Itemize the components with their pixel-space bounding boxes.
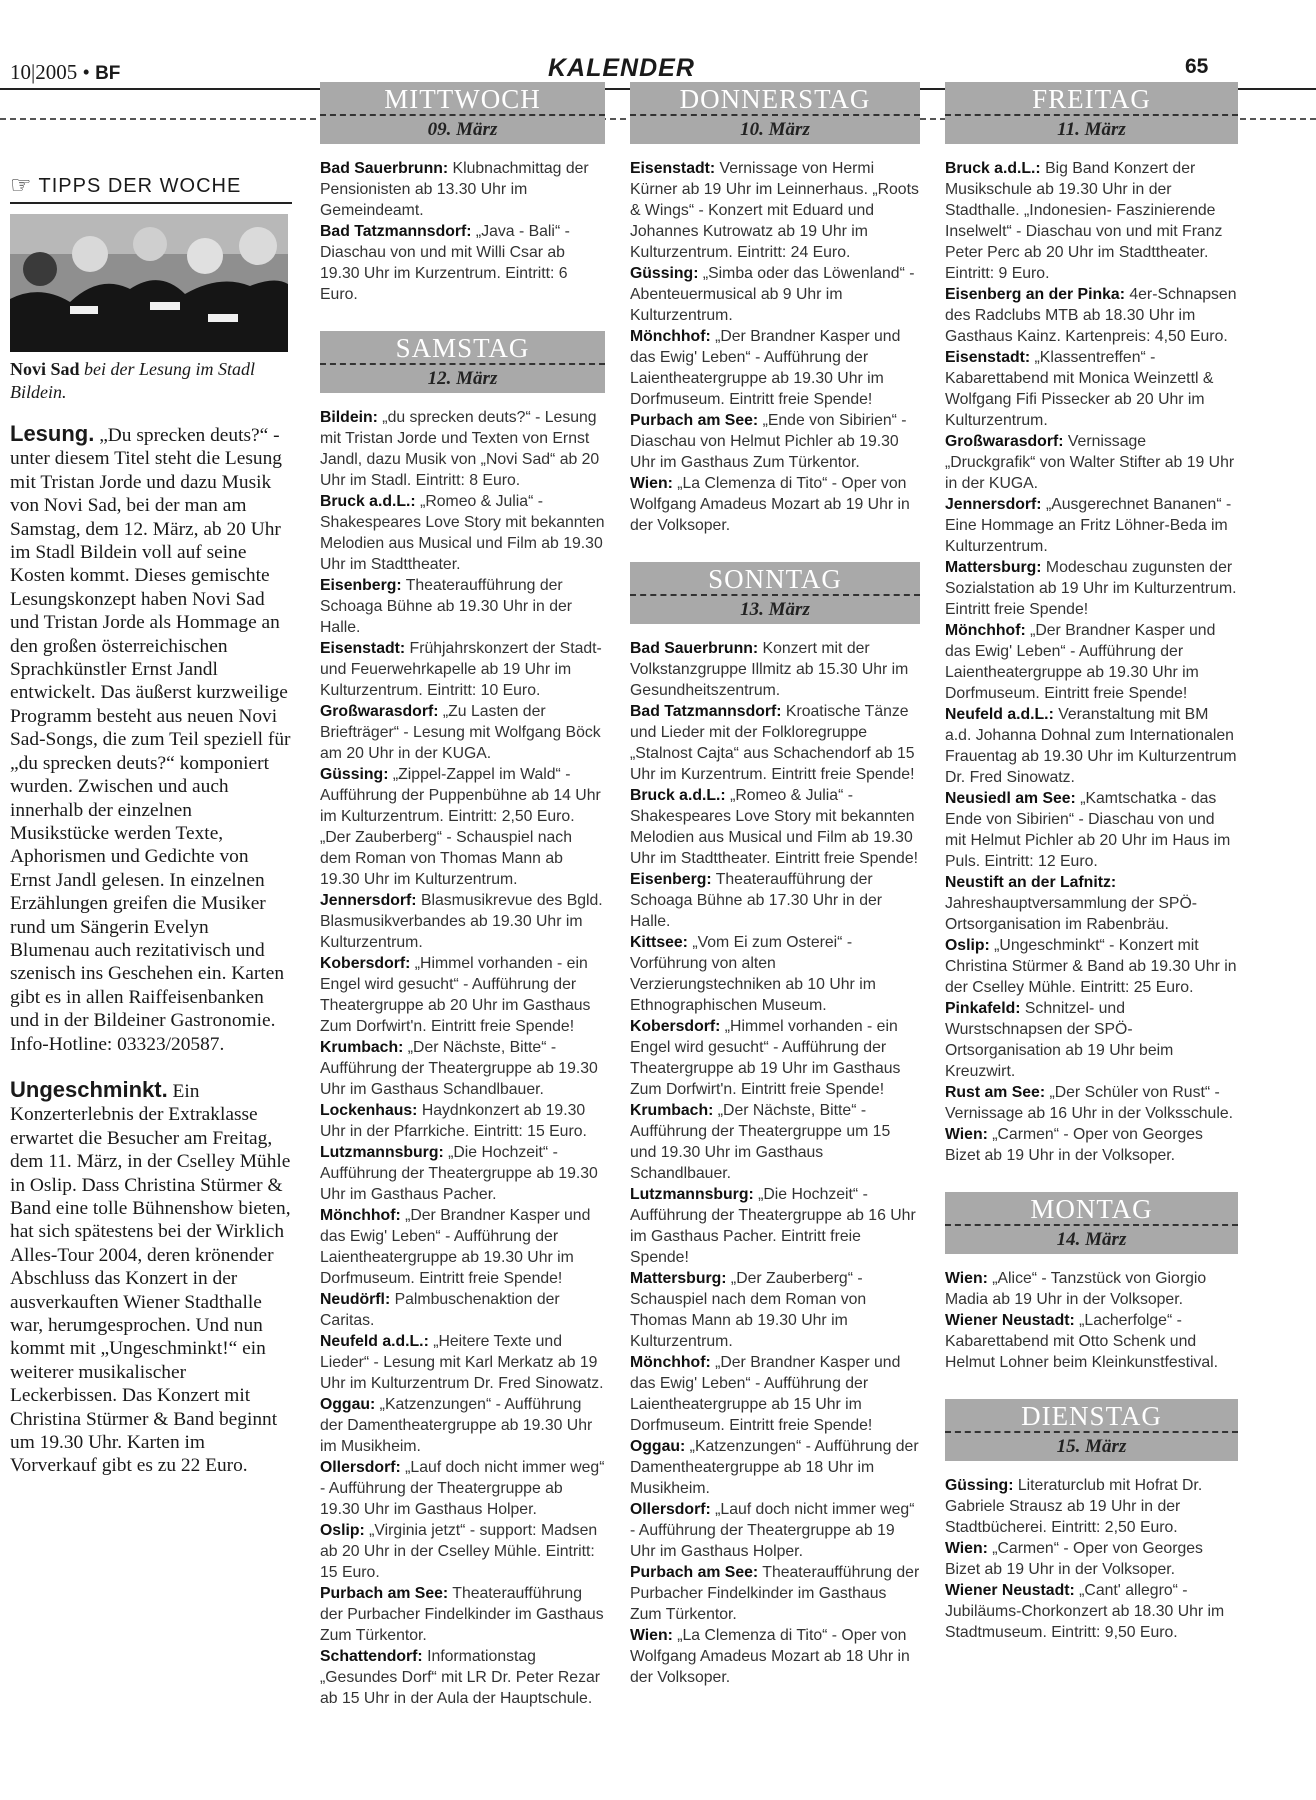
event-entry xyxy=(945,347,1238,431)
event-text: „Kamtschatka - das Ende von Sibirien“ - Diaschau von und mit Helmut Pichler ab 20 Uhr im Haus im Puls. Eintritt: 12 Euro. xyxy=(945,790,1231,870)
calendar-column-2 xyxy=(320,80,605,1735)
event-place: Güssing: xyxy=(320,766,389,783)
event-entry xyxy=(320,1457,605,1520)
event-place: Güssing: xyxy=(945,1477,1014,1494)
event-text: Modeschau zugunsten der Sozialstation ab 19 Uhr im Kulturzentrum. Eintritt freie Spende! xyxy=(945,559,1237,618)
day-name: DIENSTAG xyxy=(1021,1401,1162,1431)
magazine-name: BF xyxy=(95,63,121,84)
event-text: „Cant' allegro“ - Jubiläums-Chorkonzert ab 18.30 Uhr im Stadtmuseum. Eintritt: 9,50 Euro. xyxy=(945,1582,1225,1641)
day-header-mittwoch xyxy=(320,82,605,144)
event-entry xyxy=(320,890,605,953)
event-text: Theateraufführung der Purbacher Findelkinder im Gasthaus Zum Türkentor. xyxy=(320,1585,604,1644)
event-text: „Romeo & Julia“ - Shakespeares Love Story mit bekannten Melodien aus Musical und Film ab 19.30 Uhr im Stadttheater. xyxy=(320,493,605,573)
event-place: Güssing: xyxy=(630,265,699,282)
event-text: „Der Nächste, Bitte“ - Aufführung der Theatergruppe ab 19.30 Uhr im Gasthaus Schandlbauer. xyxy=(320,1039,598,1098)
day-date: 11. März xyxy=(945,114,1238,141)
event-entry xyxy=(945,935,1238,998)
event-place: Neufeld a.d.L.: xyxy=(945,706,1054,723)
event-text: Theateraufführung der Schoaga Bühne ab 19.30 Uhr in der Halle. xyxy=(320,577,573,636)
day-name: SONNTAG xyxy=(708,564,842,594)
event-text: „Zu Lasten der Briefträger“ - Lesung mit Wolfgang Böck am 20 Uhr in der KUGA. xyxy=(320,703,601,762)
photo-caption xyxy=(10,358,292,404)
event-entry xyxy=(945,788,1238,872)
day-name: FREITAG xyxy=(1032,84,1151,114)
event-text: Haydnkonzert ab 19.30 Uhr in der Pfarrkiche. Eintritt: 15 Euro. xyxy=(320,1102,587,1140)
event-text: „Java - Bali“ - Diaschau von und mit Willi Csar ab 19.30 Uhr im Kurzentrum. Eintritt: 6 Euro. xyxy=(320,223,570,303)
event-entry xyxy=(630,638,920,701)
event-entry xyxy=(630,701,920,785)
event-text: „Die Hochzeit“ - Aufführung der Theatergruppe ab 19.30 Uhr im Gasthaus Pacher. xyxy=(320,1144,598,1203)
event-text: 4er-Schnapsen des Radclubs MTB ab 18.30 Uhr im Gasthaus Kainz. Kartenpreis: 4,50 Euro. xyxy=(945,286,1237,345)
event-entry xyxy=(630,1499,920,1562)
event-text: „Simba oder das Löwenland“ - Abenteuermusical ab 9 Uhr im Kulturzentrum. xyxy=(630,265,915,324)
event-text: „Himmel vorhanden - ein Engel wird gesucht“ - Aufführung der Theatergruppe ab 19 Uhr im Gasthaus Zum Dorfwirt'n. Eintritt freie Spende! xyxy=(630,1018,901,1098)
day-block xyxy=(945,1192,1238,1373)
event-entry xyxy=(945,1475,1238,1538)
event-entry xyxy=(630,1352,920,1436)
article-body: Ein Konzerterlebnis der Extraklasse erwartet die Besucher am Freitag, dem 11. März, in der Cselley Mühle in Oslip. Dass Christina Stürmer & Band eine tolle Bühnenshow bieten, hat sich spätestens bei der Wirklich Alles-Tour 2004, deren krönender Abschluss das Konzert in der ausverkauften Wiener Stadthalle war, herumgesprochen. Und nun kommt mit „Ungeschminkt!“ ein weiterer musikalischer Leckerbissen. Das Konzert mit Christina Stürmer & Band beginnt um 19.30 Uhr. Karten im Vorverkauf gibt es zu 22 Euro. xyxy=(10,1080,291,1477)
day-block xyxy=(630,562,920,1688)
event-text: Klubnachmittag der Pensionisten ab 13.30 Uhr im Gemeindeamt. xyxy=(320,160,589,219)
day-date: 10. März xyxy=(630,114,920,141)
day-date: 12. März xyxy=(320,363,605,390)
event-entry xyxy=(320,1100,605,1142)
event-entry xyxy=(945,284,1238,347)
day-header-donnerstag xyxy=(630,82,920,144)
event-entry xyxy=(630,1016,920,1100)
day-date: 14. März xyxy=(945,1224,1238,1251)
caption-text: bei der Lesung im Stadl Bildein. xyxy=(10,359,256,402)
event-place: Jennersdorf: xyxy=(320,892,417,909)
event-place: Eisenberg: xyxy=(320,577,402,594)
event-place: Lutzmannsburg: xyxy=(320,1144,444,1161)
event-place: Ollersdorf: xyxy=(320,1459,401,1476)
event-place: Rust am See: xyxy=(945,1084,1046,1101)
event-place: Jennersdorf: xyxy=(945,496,1042,513)
day-block xyxy=(320,331,605,1709)
event-entry xyxy=(320,638,605,701)
event-entry xyxy=(945,1310,1238,1373)
event-place: Lutzmannsburg: xyxy=(630,1186,754,1203)
event-text: „Der Schüler von Rust“ - Vernissage ab 16 Uhr in der Volksschule. xyxy=(945,1084,1234,1122)
event-place: Bruck a.d.L.: xyxy=(630,787,726,804)
event-text: Blasmusikrevue des Bgld. Blasmusikverbandes ab 19.30 Uhr im Kulturzentrum. xyxy=(320,892,603,951)
tips-heading-text: TIPPS DER WOCHE xyxy=(38,174,242,197)
day-block xyxy=(945,82,1238,1166)
event-place: Bad Sauerbrunn: xyxy=(630,640,759,657)
event-place: Mattersburg: xyxy=(630,1270,727,1287)
day-header-sonntag xyxy=(630,562,920,624)
event-entry xyxy=(630,1100,920,1184)
event-place: Mönchhof: xyxy=(630,328,711,345)
event-text: Vernissage von Hermi Kürner ab 19 Uhr im Leinnerhaus. „Roots & Wings“ - Konzert mit Eduard und Johannes Kutrowatz ab 19 Uhr im Kulturzentrum. Eintritt: 24 Euro. xyxy=(630,160,919,261)
event-place: Bruck a.d.L.: xyxy=(945,160,1041,177)
event-place: Oslip: xyxy=(320,1522,365,1539)
event-text: „Der Nächste, Bitte“ - Aufführung der Theatergruppe um 15 und 19.30 Uhr im Gasthaus Schandlbauer. xyxy=(630,1102,891,1182)
event-text: Big Band Konzert der Musikschule ab 19.30 Uhr in der Stadthalle. „Indonesien- Faszinierende Inselwelt“ - Diaschau von und mit Franz Peter Perc ab 20 Uhr im Stadttheater. Eintritt: 9 Euro. xyxy=(945,160,1223,282)
event-text: „Alice“ - Tanzstück von Giorgio Madia ab 19 Uhr in der Volksoper. xyxy=(945,1270,1207,1308)
event-place: Bildein: xyxy=(320,409,378,426)
event-entry xyxy=(630,785,920,869)
event-place: Mönchhof: xyxy=(945,622,1026,639)
event-text: Schnitzel- und Wurstschnapsen der SPÖ-Ortsorganisation ab 19 Uhr beim Kreuzwirt. xyxy=(945,1000,1174,1080)
event-entry xyxy=(945,557,1238,620)
event-place: Eisenberg: xyxy=(630,871,712,888)
event-text: „Der Brandner Kasper und das Ewig' Leben“ - Aufführung der Laientheatergruppe ab 19.30 Uhr im Dorfmuseum. Eintritt freie Spende! xyxy=(320,1207,591,1287)
event-entry xyxy=(945,1538,1238,1580)
event-place: Mönchhof: xyxy=(320,1207,401,1224)
event-place: Mattersburg: xyxy=(945,559,1042,576)
event-entry xyxy=(630,1562,920,1625)
event-place: Wien: xyxy=(630,475,673,492)
day-date: 13. März xyxy=(630,594,920,621)
event-place: Wien: xyxy=(945,1540,988,1557)
event-entry xyxy=(320,1142,605,1205)
calendar-column-3 xyxy=(630,80,920,1714)
event-place: Kobersdorf: xyxy=(320,955,411,972)
article-lesung xyxy=(10,422,292,1056)
event-place: Neustift an der Lafnitz: xyxy=(945,874,1117,891)
event-place: Oggau: xyxy=(320,1396,376,1413)
issue-label xyxy=(10,60,120,85)
event-place: Bad Sauerbrunn: xyxy=(320,160,449,177)
event-place: Neufeld a.d.L.: xyxy=(320,1333,429,1350)
day-header-samstag xyxy=(320,331,605,393)
event-entry xyxy=(320,1394,605,1457)
event-entry xyxy=(945,1082,1238,1124)
event-text: „Virginia jetzt“ - support: Madsen ab 20 Uhr in der Cselley Mühle. Eintritt: 15 Euro. xyxy=(320,1522,598,1581)
event-place: Wiener Neustadt: xyxy=(945,1312,1075,1329)
tips-heading xyxy=(10,174,292,204)
event-text: „Ungeschminkt“ - Konzert mit Christina Stürmer & Band ab 19.30 Uhr in der Cselley Mühle. Eintritt: 25 Euro. xyxy=(945,937,1237,996)
event-entry xyxy=(630,1436,920,1499)
event-text: „Zippel-Zappel im Wald“ - Aufführung der Puppenbühne ab 14 Uhr im Kulturzentrum. Eintritt: 2,50 Euro. „Der Zauberberg“ - Schauspiel nach dem Roman von Thomas Mann ab 19.30 Uhr im Kulturzentrum. xyxy=(320,766,601,888)
event-place: Bad Tatzmannsdorf: xyxy=(320,223,472,240)
event-place: Purbach am See: xyxy=(630,1564,759,1581)
event-text: „La Clemenza di Tito“ - Oper von Wolfgang Amadeus Mozart ab 19 Uhr in der Volksoper. xyxy=(630,475,910,534)
event-text: „Der Brandner Kasper und das Ewig' Leben“ - Aufführung der Laientheatergruppe ab 15 Uhr im Dorfmuseum. Eintritt freie Spende! xyxy=(630,1354,901,1434)
day-block xyxy=(630,82,920,536)
event-place: Wien: xyxy=(945,1126,988,1143)
event-text: „Ausgerechnet Bananen“ - Eine Hommage an Fritz Löhner-Beda im Kulturzentrum. xyxy=(945,496,1232,555)
event-entry xyxy=(320,158,605,221)
event-entry xyxy=(630,158,920,263)
event-text: „Die Hochzeit“ - Aufführung der Theatergruppe ab 16 Uhr im Gasthaus Pacher. Eintritt freie Spende! xyxy=(630,1186,916,1266)
day-name: SAMSTAG xyxy=(395,333,530,363)
event-entry xyxy=(320,1331,605,1394)
event-entry xyxy=(630,1268,920,1352)
event-text: „Lauf doch nicht immer weg“ - Aufführung der Theatergruppe ab 19 Uhr im Gasthaus Holper. xyxy=(630,1501,915,1560)
event-text: „Der Brandner Kasper und das Ewig' Leben“ - Aufführung der Laientheatergruppe ab 19.30 Uhr im Dorfmuseum. Eintritt freie Spende! xyxy=(630,328,901,408)
event-entry xyxy=(945,158,1238,284)
event-text: „Lauf doch nicht immer weg“ - Aufführung der Theatergruppe ab 19.30 Uhr im Gasthaus Holper. xyxy=(320,1459,605,1518)
event-entry xyxy=(320,1037,605,1100)
event-place: Ollersdorf: xyxy=(630,1501,711,1518)
event-text: Frühjahrskonzert der Stadt- und Feuerwehrkapelle ab 19 Uhr im Kulturzentrum. Eintritt: 10 Euro. xyxy=(320,640,602,699)
event-text: Literaturclub mit Hofrat Dr. Gabriele Strausz ab 19 Uhr in der Stadtbücherei. Eintritt: 2,50 Euro. xyxy=(945,1477,1203,1536)
event-entry xyxy=(945,431,1238,494)
tips-column xyxy=(10,160,292,1478)
event-place: Wiener Neustadt: xyxy=(945,1582,1075,1599)
event-place: Lockenhaus: xyxy=(320,1102,418,1119)
day-header-dienstag xyxy=(945,1399,1238,1461)
event-entry xyxy=(630,869,920,932)
event-entry xyxy=(320,764,605,890)
event-text: Informationstag „Gesundes Dorf“ mit LR Dr. Peter Rezar ab 15 Uhr in der Aula der Hauptschule. xyxy=(320,1648,601,1707)
caption-name: Novi Sad xyxy=(10,359,80,379)
event-entry xyxy=(630,473,920,536)
event-text: Palmbuschenaktion der Caritas. xyxy=(320,1291,560,1329)
event-text: Theateraufführung der Purbacher Findelkinder im Gasthaus Zum Türkentor. xyxy=(630,1564,920,1623)
event-entry xyxy=(320,221,605,305)
event-place: Eisenstadt: xyxy=(630,160,716,177)
event-entry xyxy=(630,263,920,326)
event-entry xyxy=(630,410,920,473)
event-place: Kobersdorf: xyxy=(630,1018,721,1035)
event-place: Großwarasdorf: xyxy=(945,433,1064,450)
event-text: „Carmen“ - Oper von Georges Bizet ab 19 Uhr in der Volksoper. xyxy=(945,1540,1203,1578)
pointing-hand-icon: ☞ xyxy=(10,172,33,199)
event-place: Schattendorf: xyxy=(320,1648,423,1665)
event-text: „Katzenzungen“ - Aufführung der Damentheatergruppe ab 18 Uhr im Musikheim. xyxy=(630,1438,919,1497)
event-text: Konzert mit der Volkstanzgruppe Illmitz ab 15.30 Uhr im Gesundheitszentrum. xyxy=(630,640,909,699)
section-title: KALENDER xyxy=(548,54,695,82)
event-entry xyxy=(630,326,920,410)
event-text: „Romeo & Julia“ - Shakespeares Love Story mit bekannten Melodien aus Musical und Film ab 19.30 Uhr im Stadttheater. Eintritt freie Spende! xyxy=(630,787,918,867)
event-entry xyxy=(320,575,605,638)
event-place: Bad Tatzmannsdorf: xyxy=(630,703,782,720)
event-text: „du sprecken deuts?“ - Lesung mit Tristan Jorde und Texten von Ernst Jandl, dazu Musik von „Novi Sad“ ab 20 Uhr im Stadl. Eintritt: 8 Euro. xyxy=(320,409,600,489)
event-place: Wien: xyxy=(630,1627,673,1644)
day-date: 15. März xyxy=(945,1431,1238,1458)
event-place: Bruck a.d.L.: xyxy=(320,493,416,510)
band-photo-image xyxy=(10,214,288,352)
event-entry xyxy=(945,998,1238,1082)
event-place: Purbach am See: xyxy=(630,412,759,429)
event-entry xyxy=(630,932,920,1016)
event-entry xyxy=(945,620,1238,704)
event-text: „Katzenzungen“ - Aufführung der Damentheatergruppe ab 19.30 Uhr im Musikheim. xyxy=(320,1396,593,1455)
event-text: Jahreshauptversammlung der SPÖ-Ortsorganisation im Rabenbräu. xyxy=(945,895,1197,933)
event-place: Oggau: xyxy=(630,1438,686,1455)
event-place: Eisenstadt: xyxy=(320,640,406,657)
article-body: „Du sprecken deuts?“ - unter diesem Titel steht die Lesung mit Tristan Jorde und dazu Musik von Novi Sad, bei der man am Samstag, dem 12. März, ab 20 Uhr im Stadl Bildein voll auf seine Kosten kommt. Dieses gemischte Lesungskonzept haben Novi Sad und Tristan Jorde als Hommage an den großen österreichischen Sprachkünstler Ernst Jandl entwickelt. Das äußerst kurzweilige Programm besteht aus neuen Novi Sad-Songs, die zum Teil speziell für „du sprecken deuts?“ komponiert wurden. Zwischen und auch innerhalb der einzelnen Musikstücke werden Texte, Aphorismen und Gedichte von Ernst Jandl gelesen. In einzelnen Erzählungen greifen die Musiker rund um Sängerin Evelyn Blumenau auch rezitativisch und szenisch ins Geschehen ein. Karten gibt es in allen Raiffeisenbanken und in der Bildeiner Gastronomie. Info-Hotline: 03323/20587. xyxy=(10,425,291,1055)
event-place: Oslip: xyxy=(945,937,990,954)
event-entry xyxy=(630,1184,920,1268)
event-entry xyxy=(320,1289,605,1331)
calendar-column-4 xyxy=(945,80,1238,1669)
event-text: Vernissage „Druckgrafik“ von Walter Stifter ab 19 Uhr in der KUGA. xyxy=(945,433,1235,492)
event-entry xyxy=(945,1580,1238,1643)
article-lead: Lesung. xyxy=(10,421,95,446)
event-text: „Himmel vorhanden - ein Engel wird gesucht“ - Aufführung der Theatergruppe ab 20 Uhr im Gasthaus Zum Dorfwirt'n. Eintritt freie Spende! xyxy=(320,955,591,1035)
event-text: „Der Brandner Kasper und das Ewig' Leben“ - Aufführung der Laientheatergruppe ab 19.30 Uhr im Dorfmuseum. Eintritt freie Spende! xyxy=(945,622,1216,702)
event-entry xyxy=(320,407,605,491)
event-text: „La Clemenza di Tito“ - Oper von Wolfgang Amadeus Mozart ab 18 Uhr in der Volksoper. xyxy=(630,1627,910,1686)
page-number: 65 xyxy=(1185,55,1209,78)
event-entry xyxy=(320,491,605,575)
event-entry xyxy=(945,704,1238,788)
event-entry xyxy=(320,1646,605,1709)
event-place: Purbach am See: xyxy=(320,1585,449,1602)
event-text: „Vom Ei zum Osterei“ - Vorführung von alten Verzierungstechniken ab 10 Uhr im Ethnographischen Museum. xyxy=(630,934,876,1014)
event-place: Großwarasdorf: xyxy=(320,703,439,720)
article-lead: Ungeschminkt. xyxy=(10,1076,168,1102)
event-entry xyxy=(945,1124,1238,1166)
event-entry xyxy=(320,1205,605,1289)
event-place: Krumbach: xyxy=(320,1039,404,1056)
event-text: „Heitere Texte und Lieder“ - Lesung mit Karl Merkatz ab 19 Uhr im Kulturzentrum Dr. Fred Sinowatz. xyxy=(320,1333,604,1392)
article-ungeschminkt xyxy=(10,1078,292,1478)
event-place: Mönchhof: xyxy=(630,1354,711,1371)
band-photo xyxy=(10,214,288,352)
event-entry xyxy=(945,1268,1238,1310)
event-text: „Klassentreffen“ - Kabarettabend mit Monica Weinzettl & Wolfgang Fifi Pissecker ab 20 Uhr im Kulturzentrum. xyxy=(945,349,1214,429)
event-text: „Lacherfolge“ - Kabarettabend mit Otto Schenk und Helmut Lohner beim Kleinkunstfestival. xyxy=(945,1312,1219,1371)
day-block xyxy=(320,82,605,305)
event-place: Wien: xyxy=(945,1270,988,1287)
event-entry xyxy=(320,701,605,764)
event-place: Eisenberg an der Pinka: xyxy=(945,286,1125,303)
day-name: DONNERSTAG xyxy=(679,84,871,114)
event-entry xyxy=(320,953,605,1037)
day-name: MITTWOCH xyxy=(384,84,541,114)
event-text: „Ende von Sibirien“ - Diaschau von Helmut Pichler ab 19.30 Uhr im Gasthaus Zum Türkentor. xyxy=(630,412,907,471)
day-header-freitag xyxy=(945,82,1238,144)
event-place: Neudörfl: xyxy=(320,1291,391,1308)
day-header-montag xyxy=(945,1192,1238,1254)
event-text: Kroatische Tänze und Lieder mit der Folkloregruppe „Stalnost Cajta“ aus Schachendorf ab 15 Uhr im Kurzentrum. Eintritt freie Spende! xyxy=(630,703,915,783)
event-entry xyxy=(945,494,1238,557)
event-entry xyxy=(320,1520,605,1583)
day-name: MONTAG xyxy=(1030,1194,1153,1224)
event-place: Pinkafeld: xyxy=(945,1000,1021,1017)
event-place: Eisenstadt: xyxy=(945,349,1031,366)
event-text: „Der Zauberberg“ - Schauspiel nach dem Roman von Thomas Mann ab 19.30 Uhr im Kulturzentrum. xyxy=(630,1270,867,1350)
event-place: Neusiedl am See: xyxy=(945,790,1076,807)
event-entry xyxy=(945,872,1238,935)
issue-number: 10|2005 • xyxy=(10,60,90,84)
event-text: Veranstaltung mit BM a.d. Johanna Dohnal zum Internationalen Frauentag ab 19.30 Uhr im Kulturzentrum Dr. Fred Sinowatz. xyxy=(945,706,1237,786)
event-place: Krumbach: xyxy=(630,1102,714,1119)
event-place: Kittsee: xyxy=(630,934,688,951)
event-entry xyxy=(320,1583,605,1646)
event-text: „Carmen“ - Oper von Georges Bizet ab 19 Uhr in der Volksoper. xyxy=(945,1126,1203,1164)
event-entry xyxy=(630,1625,920,1688)
day-date: 09. März xyxy=(320,114,605,141)
day-block xyxy=(945,1399,1238,1643)
event-text: Theateraufführung der Schoaga Bühne ab 17.30 Uhr in der Halle. xyxy=(630,871,883,930)
